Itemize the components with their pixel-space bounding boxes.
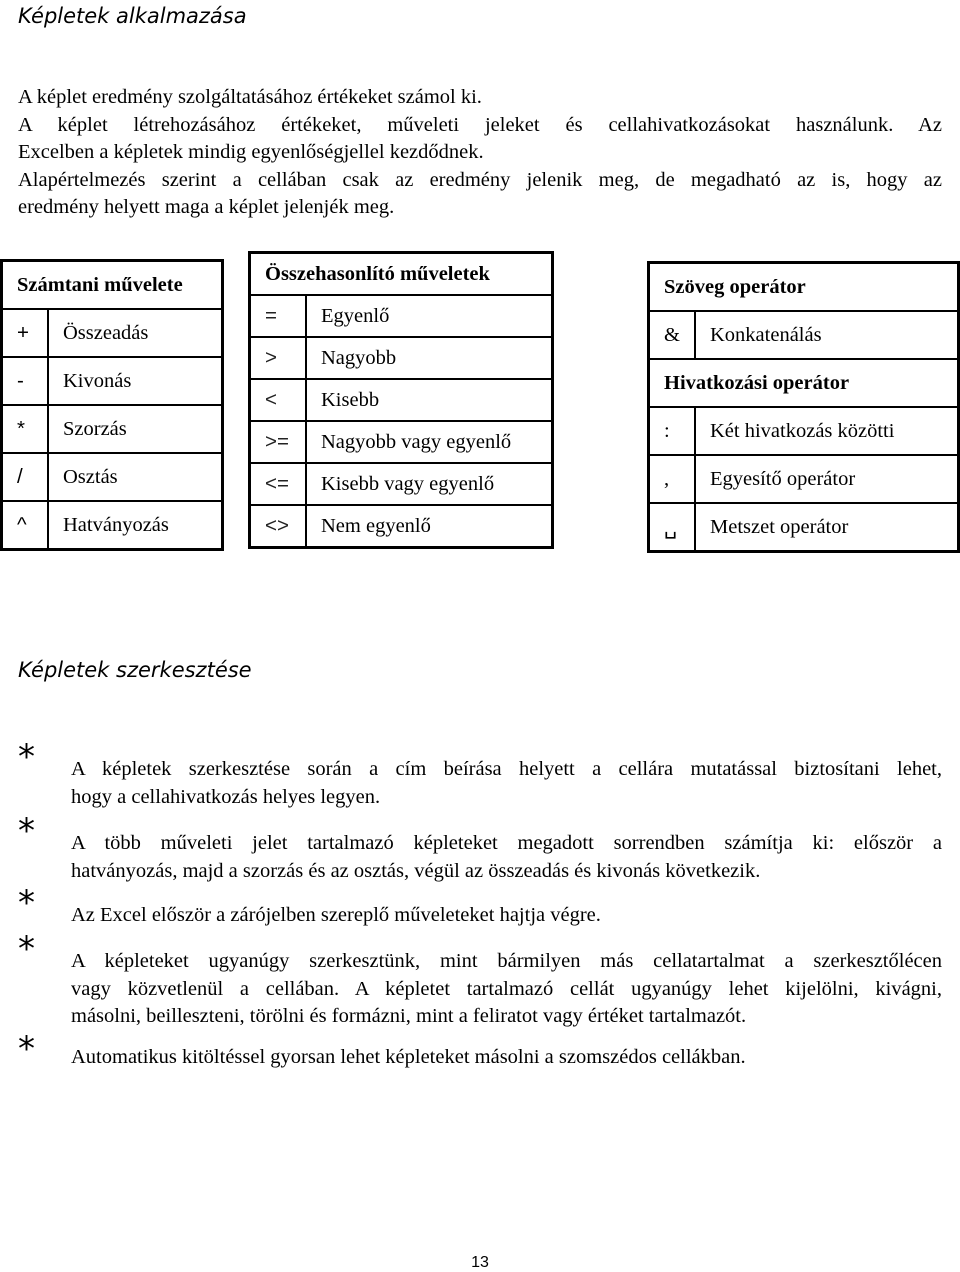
table-subtitle: Hivatkozási operátor	[649, 359, 959, 407]
bullet-text	[71, 948, 942, 1031]
table-row	[2, 501, 223, 550]
operator-name: Konkatenálás	[695, 311, 959, 359]
page-number: 13	[471, 1254, 489, 1271]
bullet-line: A képletek szerkesztése során a cím beírása helyett a cellára mutatással biztosítani lehet,	[71, 758, 942, 780]
operator-symbol: <>	[250, 505, 307, 548]
table-row	[250, 463, 553, 505]
operator-symbol: -	[2, 357, 49, 405]
asterisk-bullet-icon: *	[18, 929, 35, 969]
table-row	[250, 379, 553, 421]
operator-symbol: *	[2, 405, 49, 453]
arithmetic-operators-table	[0, 259, 224, 551]
operator-symbol: >	[250, 337, 307, 379]
operator-name: Egyenlő	[306, 295, 553, 337]
comparison-operators-table	[248, 251, 554, 549]
table-row	[649, 455, 959, 503]
operator-name: Nagyobb vagy egyenlő	[306, 421, 553, 463]
table-row	[2, 453, 223, 501]
operator-symbol: ␣	[649, 503, 696, 552]
operator-symbol: =	[250, 295, 307, 337]
operator-symbol: >=	[250, 421, 307, 463]
operator-name: Összeadás	[48, 309, 223, 357]
page-heading: Képletek alkalmazása	[18, 4, 247, 28]
asterisk-bullet-icon: *	[18, 811, 35, 851]
table-title: Összehasonlító műveletek	[250, 253, 553, 296]
operator-name: Nem egyenlő	[306, 505, 553, 548]
operator-symbol: &	[649, 311, 696, 359]
intro-paragraph	[18, 84, 942, 222]
table-row	[2, 357, 223, 405]
bullet-line: másolni, beilleszteni, törölni és formázni, mint a feliratot vagy értéket tartalmazót.	[71, 1005, 747, 1027]
operator-symbol: :	[649, 407, 696, 455]
table-row	[649, 407, 959, 455]
table-title: Számtani művelete	[2, 261, 223, 310]
asterisk-bullet-icon: *	[18, 883, 35, 923]
operator-symbol: ,	[649, 455, 696, 503]
operator-name: Hatványozás	[48, 501, 223, 550]
table-row	[250, 505, 553, 548]
operator-symbol: <=	[250, 463, 307, 505]
intro-line: A képlet létrehozásához értékeket, műveleti jeleket és cellahivatkozásokat használunk. Az	[18, 113, 942, 136]
bullet-line: vagy közvetlenül a cellában. A képletet tartalmazó cellát ugyanúgy lehet kijelölni, kivágni,	[71, 977, 942, 1000]
bullet-text	[71, 902, 942, 930]
bullet-text	[71, 1044, 942, 1072]
asterisk-bullet-icon: *	[18, 737, 35, 777]
operator-name: Nagyobb	[306, 337, 553, 379]
operator-name: Metszet operátor	[695, 503, 959, 552]
text-and-reference-operators-table	[647, 261, 960, 553]
bullet-line: A több műveleti jelet tartalmazó képleteket megadott sorrendben számítja ki: először a	[71, 832, 942, 854]
table-row	[649, 503, 959, 552]
operator-symbol: /	[2, 453, 49, 501]
operator-name: Szorzás	[48, 405, 223, 453]
table-row	[2, 405, 223, 453]
bullet-line: A képleteket ugyanúgy szerkesztünk, mint bármilyen más cellatartalmat a szerkesztőlécen	[71, 950, 942, 972]
operator-symbol: <	[250, 379, 307, 421]
table-row	[649, 311, 959, 359]
operator-symbol: +	[2, 309, 49, 357]
table-row	[2, 309, 223, 357]
operator-symbol: ^	[2, 501, 49, 550]
bullet-line: hogy a cellahivatkozás helyes legyen.	[71, 785, 381, 808]
intro-line: eredmény helyett maga a képlet jelenjék meg.	[18, 196, 395, 218]
bullet-text	[71, 830, 942, 885]
operator-name: Két hivatkozás közötti	[695, 407, 959, 455]
table-row	[250, 295, 553, 337]
operator-name: Osztás	[48, 453, 223, 501]
bullet-line: Automatikus kitöltéssel gyorsan lehet képleteket másolni a szomszédos cellákban.	[71, 1046, 746, 1068]
bullet-line: hatványozás, majd a szorzás és az osztás, végül az összeadás és kivonás következik.	[71, 859, 761, 882]
table-row	[250, 337, 553, 379]
intro-line: Excelben a képletek mindig egyenlőségjellel kezdődnek.	[18, 141, 484, 163]
operator-name: Kisebb vagy egyenlő	[306, 463, 553, 505]
asterisk-bullet-icon: *	[18, 1029, 35, 1069]
intro-line: Alapértelmezés szerint a cellában csak az eredmény jelenik meg, de megadható az is, hogy az	[18, 168, 942, 191]
operator-name: Kivonás	[48, 357, 223, 405]
table-title: Szöveg operátor	[649, 263, 959, 312]
table-row	[250, 421, 553, 463]
section-heading: Képletek szerkesztése	[18, 658, 252, 682]
bullet-text	[71, 756, 942, 811]
intro-line: A képlet eredmény szolgáltatásához értékeket számol ki.	[18, 86, 482, 108]
operator-name: Kisebb	[306, 379, 553, 421]
operator-name: Egyesítő operátor	[695, 455, 959, 503]
bullet-line: Az Excel először a zárójelben szereplő műveleteket hajtja végre.	[71, 904, 601, 926]
